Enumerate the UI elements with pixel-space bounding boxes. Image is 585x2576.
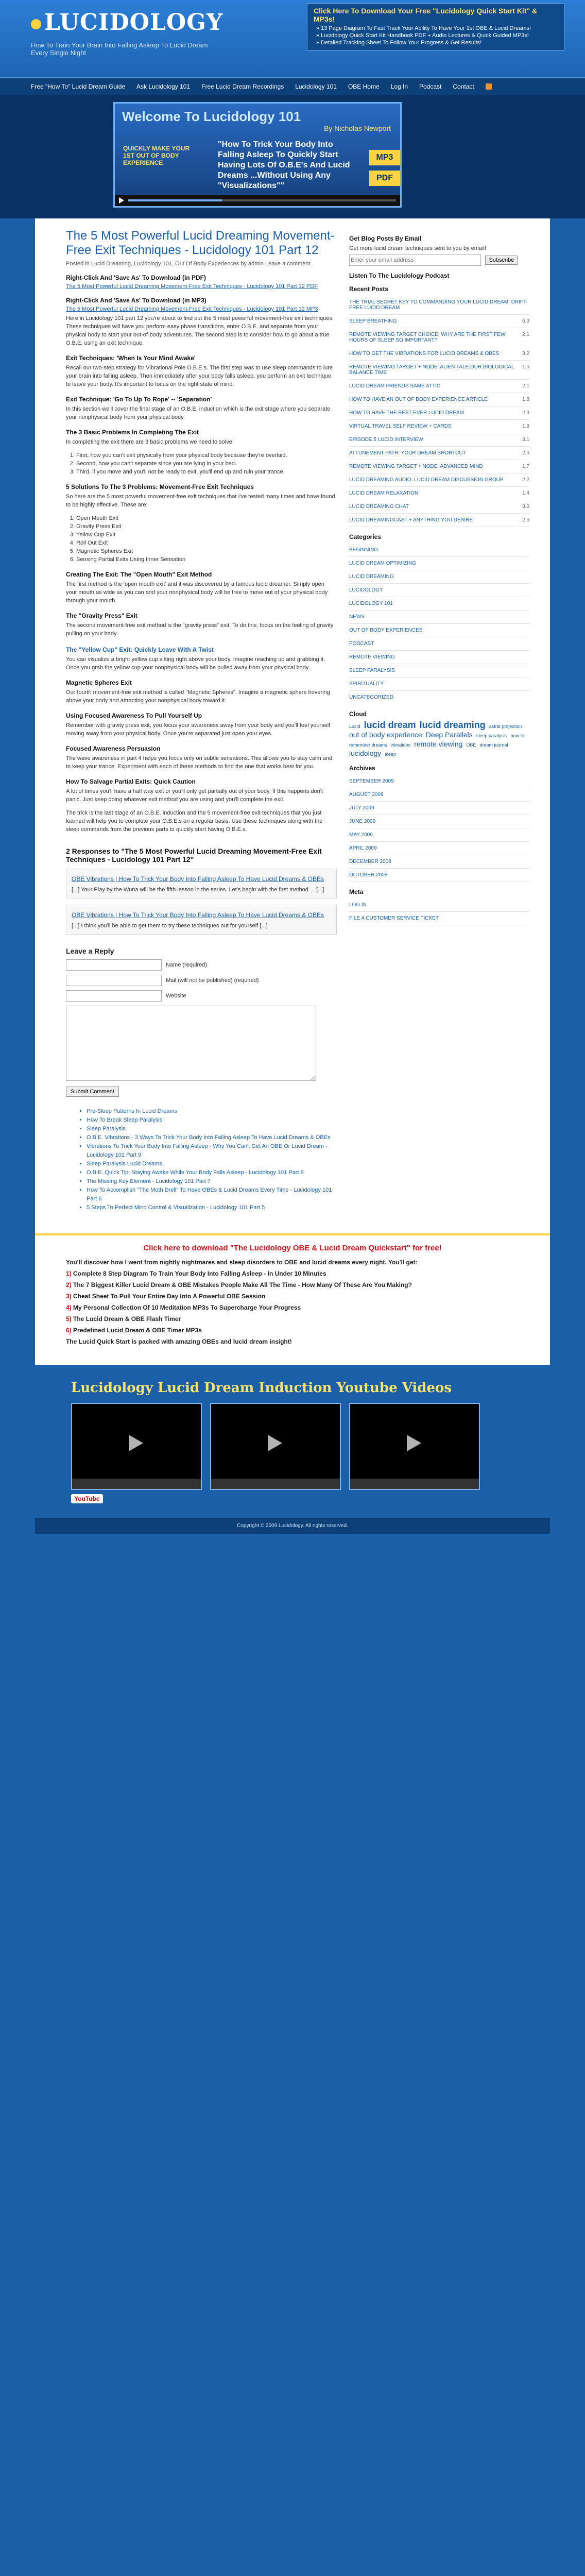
subscribe-button[interactable]: Subscribe (485, 256, 518, 265)
cta-list-item (66, 1293, 519, 1300)
video-section (35, 1380, 550, 1502)
download-pdf-link[interactable]: The 5 Most Powerful Lucid Dreaming Movement-Free Exit Techniques - Lucidology 101 Part 12 PDF (66, 283, 318, 290)
recent-post-link-label[interactable]: ATTUNEMENT PATH: YOUR DREAM SHORTCUT (349, 450, 466, 456)
archive-link-label[interactable]: OCTOBER 2008 (349, 872, 388, 878)
recent-post-link-count: 1.7 (522, 464, 529, 469)
recent-post-link[interactable] (349, 487, 529, 500)
section-text: The second movement-free exit method is the "gravity press" exit. To do this, focus on the feeling of gravity pulling on your body. (66, 622, 334, 637)
archive-link-label[interactable]: MAY 2009 (349, 832, 373, 838)
comment-item (66, 905, 337, 935)
hero-video (0, 95, 585, 218)
recent-post-link[interactable] (349, 361, 529, 380)
category-link-label[interactable]: LUCIDOLOGY 101 (349, 601, 393, 606)
recent-posts-list (349, 296, 529, 527)
list-item: 1. First, how you can't exit physically from your physical body because they're overlaid. (76, 451, 337, 460)
video-controls[interactable] (72, 1479, 201, 1489)
recent-post-link-count: 3.1 (522, 437, 529, 443)
category-link[interactable] (349, 651, 529, 664)
category-link[interactable] (349, 584, 529, 597)
website-label: Website (166, 993, 186, 999)
recent-post-link-label[interactable]: LUCID DREAM FRIENDS SAME ATTIC (349, 383, 441, 389)
recent-post-link[interactable] (349, 347, 529, 361)
categories-title: Categories (349, 533, 382, 540)
nav-log-in[interactable]: Log In (390, 83, 408, 90)
tag-link[interactable]: lucidology (349, 749, 382, 757)
category-link[interactable] (349, 677, 529, 691)
cta-list-item (66, 1327, 519, 1334)
youtube-logo[interactable]: YouTube (71, 1494, 103, 1503)
main-nav (0, 77, 585, 95)
recent-post-link-count: 2.2 (522, 477, 529, 483)
site-tagline: How To Train Your Brain Into Falling Asleep To Lucid Dream Every Single Night (31, 41, 208, 57)
video-controls[interactable] (350, 1479, 479, 1489)
cta-heading[interactable]: Click here to download "The Lucidology OBE & Lucid Dream Quickstart" for free! (143, 1244, 442, 1252)
name-field[interactable] (66, 959, 162, 971)
meta-link[interactable] (349, 899, 529, 912)
recent-post-link-count: 3.0 (522, 504, 529, 510)
category-link-label[interactable]: PODCAST (349, 641, 374, 647)
meta-link-label[interactable]: LOG IN (349, 902, 367, 908)
hero-title: Welcome To Lucidology 101 (122, 109, 301, 124)
archive-link-label[interactable]: DECEMBER 2008 (349, 859, 391, 865)
recent-post-link-count: 3.2 (522, 351, 529, 357)
recent-post-link[interactable] (349, 514, 529, 527)
section-heading: Exit Technique: 'Go To Up To Rope' -- 'Separation' (66, 396, 212, 403)
section-heading: Creating The Exit: The "Open Mouth" Exit Method (66, 571, 212, 578)
cta-list-item (66, 1304, 519, 1311)
recent-post-link-count: 1.9 (522, 423, 529, 429)
tag-link[interactable]: vibrations (390, 742, 411, 748)
recent-post-link-count: 2.0 (522, 450, 529, 456)
related-link[interactable]: • O.B.E. Vibrations - 3 Ways To Trick Your Body Into Falling Asleep To Have Lucid Dreams & OBEs (87, 1133, 337, 1142)
sidebar (349, 229, 550, 1218)
tag-link[interactable]: OBE (466, 742, 476, 748)
recent-post-link-label[interactable]: EPISODE 5 LUCID INTERVIEW (349, 437, 423, 443)
recent-post-link-label[interactable]: HOW TO GET THE VIBRATIONS FOR LUCID DREAMS & OBES (349, 351, 500, 357)
meta-link[interactable] (349, 912, 529, 925)
recent-post-link[interactable] (349, 447, 529, 460)
archives-title: Archives (349, 765, 375, 772)
category-link[interactable] (349, 664, 529, 677)
recent-post-link[interactable] (349, 406, 529, 420)
tag-link[interactable]: lucid dream (364, 720, 416, 730)
section-text: Our fourth movement-free exit method is called "Magnetic Spheres". Imagine a magnetic sphere hovering above your body and attracting your nonphysical body toward it. (66, 689, 330, 704)
cta-item-text: My Personal Collection Of 10 Meditation MP3s To Supercharge Your Progress (73, 1304, 301, 1311)
play-icon[interactable] (407, 1435, 421, 1451)
nav-ask-lucidology[interactable]: Ask Lucidology 101 (136, 83, 191, 90)
related-link[interactable]: • Pre-Sleep Patterns In Lucid Dreams (87, 1107, 337, 1116)
category-link[interactable] (349, 691, 529, 704)
cta-item-text: Cheat Sheet To Pull Your Entire Day Into A Powerful OBE Session (73, 1293, 266, 1300)
recent-post-link[interactable] (349, 315, 529, 328)
cta-list-item (66, 1270, 519, 1277)
recent-post-link-label[interactable]: HOW TO HAVE AN OUT OF BODY EXPERIENCE ARTICLE (349, 397, 488, 402)
section-heading: 5 Solutions To The 3 Problems: Movement-Free Exit Techniques (66, 483, 254, 490)
section-text: The first method is the 'open mouth exit' and it was discovered by a famous lucid dreamer. Simply open your mouth as wide as you can and your nonphysical body will be free to move out of your physical body through your mouth. (66, 581, 328, 604)
cta-list-item (66, 1281, 519, 1289)
archive-link-label[interactable]: AUGUST 2009 (349, 792, 384, 798)
download-mp3-heading: Right-Click And 'Save As' To Download (in MP3) (66, 297, 207, 304)
recent-post-link[interactable] (349, 296, 529, 315)
tag-link[interactable]: sleep (385, 752, 396, 757)
category-link-label[interactable]: REMOTE VIEWING (349, 654, 395, 660)
list-item: 4. Roll Out Exit (76, 539, 337, 547)
section-text: In completing the exit there are 3 basic problems we need to solve: (66, 439, 234, 445)
youtube-channel[interactable] (71, 1495, 550, 1502)
archive-link-label[interactable]: JUNE 2009 (349, 819, 376, 824)
category-link[interactable] (349, 570, 529, 584)
recent-post-link[interactable] (349, 393, 529, 406)
signup-email-input[interactable] (349, 255, 481, 266)
recent-post-link-count: 1.8 (522, 397, 529, 402)
archive-link[interactable] (349, 869, 529, 882)
tag-link[interactable]: lucid dreaming (419, 720, 486, 730)
cta-item-text: The Lucid Dream & OBE Flash Timer (73, 1315, 181, 1323)
category-link[interactable] (349, 624, 529, 637)
archive-link[interactable] (349, 815, 529, 828)
comment-textarea[interactable] (66, 1006, 316, 1081)
recent-post-link-label[interactable]: LUCID DREAMINGCAST + ANYTHING YOU DESIRE (349, 517, 473, 523)
section-heading: How To Salvage Partial Exits: Quick Caution (66, 778, 196, 785)
recent-posts-title: Recent Posts (349, 285, 389, 293)
recent-post-link-label[interactable]: LUCID DREAMING CHAT (349, 504, 409, 510)
youtube-video[interactable] (349, 1403, 480, 1490)
meta-title: Meta (349, 888, 364, 895)
recent-post-link-label[interactable]: SLEEP BREATHING (349, 318, 397, 324)
nav-free-recordings[interactable]: Free Lucid Dream Recordings (201, 83, 284, 90)
category-link-label[interactable]: LUCID DREAM OPTIMIZING (349, 561, 417, 566)
tag-link[interactable]: dream journal (479, 742, 508, 748)
cta-intro: You'll discover how I went from nightly nightmares and sleep disorders to OBE and lucid dreams every night. You'll get: (66, 1259, 418, 1266)
recent-post-link-label[interactable]: REMOTE VIEWING TARGET CHOICE: WHY ARE THE FIRST FEW HOURS OF SLEEP SO IMPORTANT? (349, 332, 506, 343)
podcast-title[interactable]: Listen To The Lucidology Podcast (349, 272, 450, 279)
comment-item (66, 869, 337, 899)
section-heading: Magnetic Spheres Exit (66, 679, 132, 686)
section-heading: The 3 Basic Problems In Completing The Exit (66, 429, 199, 436)
recent-post-link-count: 2.1 (522, 383, 529, 389)
meta-list (349, 899, 529, 925)
category-link[interactable] (349, 597, 529, 611)
hero-left-text: QUICKLY MAKE YOUR 1ST OUT OF BODY EXPERIENCE (123, 145, 190, 166)
category-link[interactable] (349, 611, 529, 624)
website-field[interactable] (66, 990, 162, 1002)
cta-item-text: Predefined Lucid Dream & OBE Timer MP3s (73, 1327, 202, 1334)
categories-list (349, 544, 529, 704)
section-text: So here are the 5 most powerful movement-free exit techniques that I've tested many times and have found to be highly effective. These are: (66, 494, 335, 508)
promo-item: » Detailed Tracking Sheet To Follow Your Progress & Get Results! (321, 40, 558, 46)
category-link-label[interactable]: BEGINNING (349, 547, 378, 553)
recent-post-link-count: 2.3 (522, 410, 529, 416)
quick-start-promo[interactable] (307, 3, 564, 50)
recent-post-link-count: 2.1 (522, 332, 529, 337)
list-item: 1. Open Mouth Exit (76, 514, 337, 522)
promo-item: » Lucidology Quick Start Kit Handbook PDF + Audio Lectures & Quick Guided MP3s! (321, 32, 558, 39)
cta-list (66, 1270, 519, 1334)
post-title[interactable]: The 5 Most Powerful Lucid Dreaming Movement-Free Exit Techniques - Lucidology 101 Part 12 (66, 229, 335, 257)
list-item: 2. Gravity Press Exit (76, 522, 337, 531)
tag-link[interactable]: astral projection (489, 724, 522, 729)
section-heading: Exit Techniques: 'When Is Your Mind Awake' (66, 354, 196, 362)
recent-post-link-label[interactable]: REMOTE VIEWING TARGET + NODE: ADVANCED MIND (349, 464, 483, 469)
archive-link[interactable] (349, 802, 529, 815)
section-heading: Using Focused Awareness To Pull Yourself Up (66, 712, 202, 719)
submit-comment-button[interactable]: Submit Comment (66, 1087, 119, 1097)
related-link[interactable]: • The Missing Key Element - Lucidology 101 Part 7 (87, 1177, 337, 1186)
category-link-label[interactable]: LUCID DREAMING (349, 574, 394, 580)
related-posts (66, 1107, 337, 1212)
related-link[interactable]: • O.B.E. Quick Tip: Staying Awake While Your Body Falls Asleep - Lucidology 101 Part 8 (87, 1168, 337, 1177)
cta-item-number: 1) (66, 1270, 74, 1277)
list-item: 6. Sensing Partial Exits Using Inner Sensation (76, 555, 337, 564)
recent-post-link[interactable] (349, 460, 529, 473)
recent-post-link[interactable] (349, 500, 529, 514)
category-link-label[interactable]: LUCIDOLOGY (349, 587, 383, 593)
archive-link-label[interactable]: SEPTEMBER 2009 (349, 778, 394, 784)
promo-list (314, 25, 558, 46)
related-link[interactable]: • Vibrations To Trick Your Body Into Falling Asleep - Why You Can't Get An OBE Or Lucid Dream - Lucidology 101 Part 9 (87, 1142, 337, 1160)
section-text: A lot of times you'll have a half way exit or you'll only get partially out of your body. If this happens don't panic. Just keep doing whatever exit method you are using and you'll complete the exit. (66, 788, 323, 803)
hero-banner[interactable] (113, 102, 402, 208)
recent-post-link-count: 2.6 (522, 517, 529, 523)
tag-link[interactable]: sleep paralysis (476, 733, 507, 738)
post-meta: Posted in Lucid Dreaming, Lucidology 101, Out Of Body Experiences by admin Leave a comment (66, 261, 311, 267)
tag-link[interactable]: out of body experience (349, 731, 422, 739)
archive-link-label[interactable]: APRIL 2009 (349, 845, 377, 851)
recent-post-link-label[interactable]: LUCID DREAMING AUDIO: LUCID DREAM DISCUSSION GROUP (349, 477, 504, 483)
nav-podcast[interactable]: Podcast (419, 83, 442, 90)
technique-list (66, 514, 337, 564)
section-text: In this section we'll cover the final stage of an O.B.E. induction which is the exit stage where you separate your nonphysical body from your physical body. (66, 406, 331, 420)
video-grid (71, 1403, 550, 1490)
nav-obe-home[interactable]: OBE Home (348, 83, 380, 90)
meta-link-label[interactable]: FILE A CUSTOMER SERVICE TICKET (349, 916, 439, 921)
promo-item: » 13 Page Diagram To Fast Track Your Ability To Have Your 1st OBE & Lucid Dreams! (321, 25, 558, 31)
cta-item-number: 6) (66, 1327, 74, 1334)
related-link[interactable]: • Sleep Paralysis (87, 1125, 337, 1133)
video-controls[interactable] (211, 1479, 340, 1489)
quickstart-cta (35, 1233, 550, 1365)
hero-author: By Nicholas Newport (324, 124, 391, 132)
cta-item-number: 3) (66, 1293, 74, 1300)
list-item: 2. Second, how you can't separate since you are lying in your bed. (76, 460, 337, 468)
list-item: 3. Third, if you move and you'll not be ready to exit, you'll end up and ruin your trance. (76, 468, 337, 476)
category-link-label[interactable]: OUT OF BODY EXPERIENCES (349, 628, 423, 633)
logo-text: LUCIDOLOGY (44, 9, 223, 36)
tag-link[interactable]: remote viewing (414, 740, 463, 748)
archives-list (349, 775, 529, 882)
tag-link[interactable]: how to remember dreams (349, 733, 524, 748)
mp3-badge: MP3 (369, 150, 400, 165)
category-link-label[interactable]: SLEEP PARALYSIS (349, 668, 395, 673)
related-link[interactable]: • How To Break Sleep Paralysis (87, 1116, 337, 1125)
cta-item-number: 4) (66, 1304, 74, 1311)
nav-lucidology-101[interactable]: Lucidology 101 (295, 83, 337, 90)
rss-icon[interactable] (486, 83, 492, 90)
section-heading: The "Gravity Press" Exit (66, 612, 137, 619)
play-icon[interactable] (268, 1435, 282, 1451)
cta-item-number: 2) (66, 1281, 74, 1289)
category-link[interactable] (349, 557, 529, 570)
video-controls (115, 195, 400, 206)
section-text: Remember with gravity press exit, you focus your awareness away from your body and you'll feel yourself moving away from your physical body. Once you're separated just open your eyes. (66, 722, 331, 737)
content-area (35, 218, 550, 1233)
site-footer: Copyright © 2009 Lucidology. All rights reserved. (35, 1518, 550, 1534)
recent-post-link-label[interactable]: REMOTE VIEWING TARGET + NODE: ALIEN TALE OUR BIOLOGICAL BALANCE TIME (349, 364, 514, 376)
comment-title[interactable]: OBE Vibrations | How To Trick Your Body Into Falling Asleep To Have Lucid Dreams & OBEs (72, 911, 324, 919)
cta-item-number: 5) (66, 1315, 74, 1323)
category-link-label[interactable]: SPIRITUALITY (349, 681, 384, 687)
cta-item-text: The 7 Biggest Killer Lucid Dream & OBE Mistakes People Make All The Time - How Many Of These Are You Making? (73, 1281, 412, 1289)
section-text: You can visualize a bright yellow cup sitting right above your body. Imagine reaching up and grabbing it. Once you grab the yellow cup your nonphysical body will be pulled away from your physical body. (66, 656, 325, 671)
recent-post-link[interactable] (349, 380, 529, 393)
download-pdf-heading: Right-Click And 'Save As' To Download (in PDF) (66, 274, 206, 281)
list-item: 5. Magnetic Spheres Exit (76, 547, 337, 555)
archive-link[interactable] (349, 842, 529, 855)
cta-closing: The Lucid Quick Start is packed with amazing OBEs and lucid dream insight! (66, 1338, 292, 1345)
comment-text: [...] I think you'll be able to get them to try these techniques out for yourself [...] (72, 923, 268, 929)
section-heading: The "Yellow Cup" Exit: Quickly Leave With A Twist (66, 646, 214, 653)
main-column (35, 229, 349, 1218)
video-section-title: Lucidology Lucid Dream Induction Youtube Videos (71, 1380, 452, 1396)
email-field[interactable] (66, 975, 162, 986)
tag-link[interactable]: Lucid (349, 724, 360, 729)
archive-link-label[interactable]: JULY 2009 (349, 805, 374, 811)
recent-post-link[interactable] (349, 328, 529, 347)
cta-list-item (66, 1315, 519, 1323)
archive-link[interactable] (349, 788, 529, 802)
section-text: Recall our two-step strategy for Vibrational Pole O.B.E.s. The first step was to use sleep commands to lure your brain into falling asleep. Then immediately after your body falls asleep, you perform an exit technique to leave your body. It's important to focus on the right state of mind. (66, 365, 333, 387)
recent-post-link-label[interactable]: HOW TO HAVE THE BEST EVER LUCID DREAM (349, 410, 464, 416)
name-label: Name (required) (166, 962, 208, 968)
comments-heading: 2 Responses to "The 5 Most Powerful Lucid Dreaming Movement-Free Exit Techniques - Lucidology 101 Part 12" (66, 847, 322, 863)
download-mp3-link[interactable]: The 5 Most Powerful Lucid Dreaming Movement-Free Exit Techniques - Lucidology 101 Part 12 MP3 (66, 306, 318, 312)
video-progress-fill (128, 199, 222, 201)
category-link-label[interactable]: UNCATEGORIZED (349, 694, 393, 700)
signup-title: Get Blog Posts By Email (349, 235, 422, 242)
post-intro: Here in Lucidology 101 part 12 you're about to find out the 5 most powerful movement-free exit techniques. These techniques will have you perform easy phase transitions, enter O.B.E. and separate from your physical body to start your out-of-body adventures. The second step is to consider how to go about a true O.B.E. using an exit technique. (66, 315, 334, 346)
hero-body: "How To Trick Your Body Into Falling Asleep To Quickly Start Having Lots Of O.B.E's And Lucid Dreams ...Without Using Any "Visualizations"" (218, 140, 350, 190)
section-text: The wave awareness in part 4 helps you focus only on subtle sensations. This allows you to stay calm and to keep your trance. Experiment with each of these methods to find the one that works best for you. (66, 755, 333, 770)
comment-text: [...] Your Play by the Wuna will be the fifth lesson in the series. Let's begin with the first method ... [...] (72, 887, 324, 893)
recent-post-link[interactable] (349, 433, 529, 447)
cta-item-text: Complete 8 Step Diagram To Train Your Body Into Falling Asleep - In Under 10 Minutes (73, 1270, 326, 1277)
archive-link[interactable] (349, 775, 529, 788)
pdf-badge: PDF (369, 171, 400, 186)
category-link[interactable] (349, 544, 529, 557)
promo-title[interactable]: Click Here To Download Your Free "Lucidology Quick Start Kit" & MP3s! (314, 7, 538, 23)
recent-post-link-label[interactable]: THE TRIAL SECRET KEY TO COMMANDING YOUR LUCID DREAM: DRIFT-FREE LUCID DREAM (349, 299, 528, 311)
play-icon[interactable] (129, 1435, 143, 1451)
site-logo[interactable] (31, 9, 223, 36)
problem-list (66, 451, 337, 476)
comment-title[interactable]: OBE Vibrations | How To Trick Your Body Into Falling Asleep To Have Lucid Dreams & OBEs (72, 875, 324, 883)
youtube-video[interactable] (210, 1403, 341, 1490)
cloud-title: Cloud (349, 710, 367, 718)
recent-post-link[interactable] (349, 420, 529, 433)
logo-swirl-icon (31, 19, 41, 29)
category-link-label[interactable]: NEWS (349, 614, 365, 620)
tag-cloud (349, 721, 529, 758)
list-item: 3. Yellow Cup Exit (76, 531, 337, 539)
reply-heading: Leave a Reply (66, 947, 114, 955)
email-label: Mail (will not be published) (required) (166, 977, 259, 984)
category-link[interactable] (349, 637, 529, 651)
video-progress[interactable] (128, 199, 396, 201)
related-link[interactable]: • 5 Steps To Perfect Mind Control & Visualization - Lucidology 101 Part 5 (87, 1204, 337, 1212)
archive-link[interactable] (349, 855, 529, 869)
related-link[interactable]: • Sleep Paralysis Lucid Dreams (87, 1160, 337, 1168)
post-closing: The trick is the last stage of an O.B.E. induction and the 5 movement-free exit techniques that you just learned will help you to complete your O.B.E.s on a regular basis. Use these techniques along with the sleep commands from the previous parts to quickly start having O.B.E.s. (66, 810, 323, 833)
site-header (0, 0, 585, 77)
recent-post-link-count: 6.3 (522, 318, 529, 324)
recent-post-link[interactable] (349, 473, 529, 487)
play-icon[interactable] (119, 197, 124, 204)
signup-text: Get more lucid dream techniques sent to you by email! (349, 245, 486, 251)
recent-post-link-label[interactable]: LUCID DREAM RELAXATION (349, 490, 419, 496)
recent-post-link-count: 1.5 (522, 364, 529, 370)
archive-link[interactable] (349, 828, 529, 842)
nav-free-guide[interactable]: Free "How To" Lucid Dream Guide (31, 83, 126, 90)
youtube-video[interactable] (71, 1403, 202, 1490)
recent-post-link-count: 1.4 (522, 490, 529, 496)
related-link[interactable]: • How To Accomplish "The Moth Drell" To Have OBEs & Lucid Dreams Every Time - Lucidology 101 Part 6 (87, 1186, 337, 1204)
section-heading: Focused Awareness Persuasion (66, 745, 161, 752)
nav-contact[interactable]: Contact (453, 83, 474, 90)
recent-post-link-label[interactable]: VIRTUAL TRAVEL SELF REVIEW + CARDS (349, 423, 452, 429)
tag-link[interactable]: Deep Parallels (425, 731, 473, 739)
